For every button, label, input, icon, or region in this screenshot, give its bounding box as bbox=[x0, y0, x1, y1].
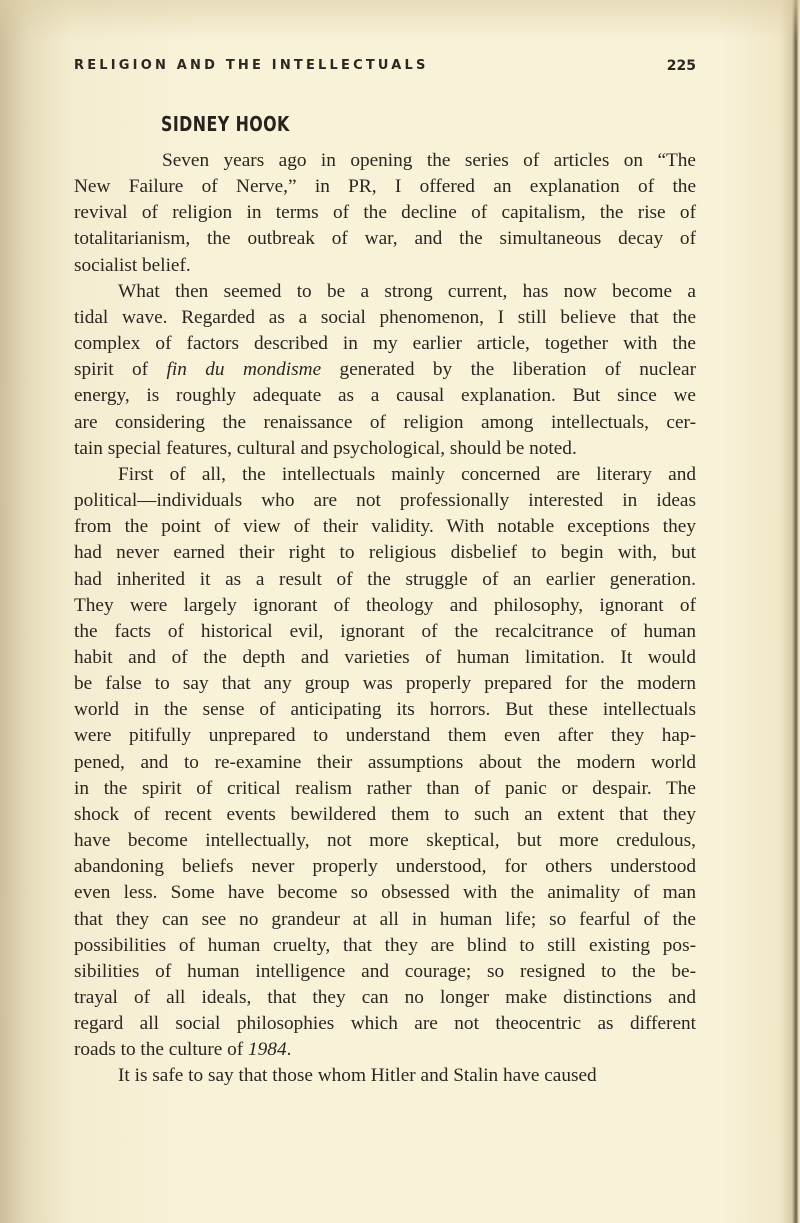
text-line bbox=[74, 226, 696, 252]
text-line bbox=[74, 357, 696, 383]
text-line bbox=[74, 750, 696, 776]
text-line bbox=[74, 567, 696, 593]
text-run: totalitarianism, the outbreak of war, and the simultaneous decay of bbox=[74, 228, 696, 250]
text-line bbox=[74, 985, 696, 1011]
text-line bbox=[74, 880, 696, 906]
text-line bbox=[74, 828, 696, 854]
text-line bbox=[74, 854, 696, 880]
text-run: were pitifully unprepared to understand them even after they hap- bbox=[74, 725, 696, 747]
text-run: habit and of the depth and varieties of human limitation. It would bbox=[74, 646, 696, 668]
text-run: the facts of historical evil, ignorant of the recalcitrance of human bbox=[74, 620, 696, 642]
text-run: They were largely ignorant of theology and philosophy, ignorant of bbox=[74, 594, 696, 616]
text-run: in the spirit of critical realism rather than of panic or despair. The bbox=[74, 777, 696, 799]
text-line bbox=[74, 462, 696, 488]
text-line bbox=[74, 279, 696, 305]
text-line bbox=[74, 148, 696, 174]
text-line bbox=[74, 1011, 696, 1037]
text-run: even less. Some have become so obsessed with the animality of man bbox=[74, 882, 696, 904]
text-run: trayal of all ideals, that they can no longer make distinctions and bbox=[74, 987, 696, 1008]
text-run: political—individuals who are not professionally interested in ideas bbox=[74, 490, 696, 512]
paragraph bbox=[74, 148, 696, 279]
text-line bbox=[74, 802, 696, 828]
running-head bbox=[74, 58, 696, 78]
text-run: It is safe to say that those whom Hitler and Stalin have caused bbox=[118, 1065, 597, 1087]
text-line bbox=[74, 174, 696, 200]
text-run: shock of recent events bewildered them to such an extent that they bbox=[74, 803, 696, 825]
text-line bbox=[74, 488, 696, 514]
text-run: from the point of view of their validity. With notable exceptions they bbox=[74, 516, 696, 538]
italic-text: 1984 bbox=[248, 1039, 287, 1061]
text-line bbox=[74, 200, 696, 226]
text-run: tain special features, cultural and psychological, should be noted. bbox=[74, 437, 577, 459]
text-line bbox=[74, 305, 696, 331]
running-head-title: RELIGION AND THE INTELLECTUALS bbox=[74, 58, 429, 73]
paragraph bbox=[74, 279, 696, 462]
article-title: SIDNEY HOOK bbox=[161, 112, 290, 136]
text-line bbox=[74, 1063, 696, 1089]
page-number: 225 bbox=[666, 58, 696, 74]
text-line bbox=[74, 645, 696, 671]
text-line bbox=[74, 619, 696, 645]
text-line bbox=[74, 776, 696, 802]
text-run: regard all social philosophies which are not theocentric as different bbox=[74, 1013, 696, 1035]
text-line bbox=[74, 253, 696, 279]
text-run: pened, and to re-examine their assumptions about the modern world bbox=[74, 751, 696, 773]
text-run: Seven years ago in opening the series of articles on “The bbox=[162, 150, 696, 171]
text-line bbox=[74, 933, 696, 959]
text-run: socialist belief. bbox=[74, 254, 191, 276]
text-run: had inherited it as a result of the struggle of an earlier generation. bbox=[74, 568, 696, 590]
text-line bbox=[74, 540, 696, 566]
text-run: are considering the renaissance of religion among intellectuals, cer- bbox=[74, 411, 696, 433]
text-run: world in the sense of anticipating its horrors. But these intellectuals bbox=[74, 699, 696, 721]
text-line bbox=[74, 410, 696, 436]
text-run: . bbox=[286, 1039, 292, 1061]
text-line bbox=[74, 907, 696, 933]
text-run: complex of factors described in my earlier article, together with the bbox=[74, 333, 696, 355]
text-run: possibilities of human cruelty, that they are blind to still existing pos- bbox=[74, 934, 696, 956]
article-body bbox=[74, 148, 696, 1090]
text-line bbox=[74, 593, 696, 619]
text-line bbox=[74, 1037, 696, 1063]
text-line bbox=[74, 959, 696, 985]
text-run: roads to the culture of bbox=[74, 1039, 249, 1061]
text-run: be false to say that any group was properly prepared for the modern bbox=[74, 673, 696, 695]
text-run: abandoning beliefs never properly understood, for others understood bbox=[74, 856, 696, 878]
text-line bbox=[74, 697, 696, 723]
page-shading bbox=[0, 0, 800, 40]
text-run: have become intellectually, not more skeptical, but more credulous, bbox=[74, 830, 696, 852]
text-run: tidal wave. Regarded as a social phenomenon, I still believe that the bbox=[74, 306, 696, 328]
text-line bbox=[74, 514, 696, 540]
paragraph bbox=[74, 462, 696, 1064]
text-run: First of all, the intellectuals mainly concerned are literary and bbox=[118, 463, 696, 485]
italic-text: fin du mondisme bbox=[166, 359, 322, 381]
text-line bbox=[74, 723, 696, 749]
text-run: sibilities of human intelligence and courage; so resigned to the be- bbox=[74, 960, 696, 982]
text-run: had never earned their right to religious disbelief to begin with, but bbox=[74, 542, 696, 564]
text-line bbox=[74, 671, 696, 697]
text-run: that they can see no grandeur at all in human life; so fearful of the bbox=[74, 908, 696, 930]
text-line bbox=[74, 436, 696, 462]
text-line bbox=[74, 383, 696, 409]
text-run: New Failure of Nerve,” in PR, I offered an explanation of the bbox=[74, 176, 696, 198]
text-run: spirit of bbox=[74, 359, 167, 381]
text-run: revival of religion in terms of the decline of capitalism, the rise of bbox=[74, 202, 696, 224]
text-run: What then seemed to be a strong current, has now become a bbox=[118, 280, 696, 302]
paragraph bbox=[74, 1063, 696, 1089]
text-line bbox=[74, 331, 696, 357]
text-run: generated by the liberation of nuclear bbox=[321, 359, 697, 381]
text-run: energy, is roughly adequate as a causal explanation. But since we bbox=[74, 385, 696, 407]
